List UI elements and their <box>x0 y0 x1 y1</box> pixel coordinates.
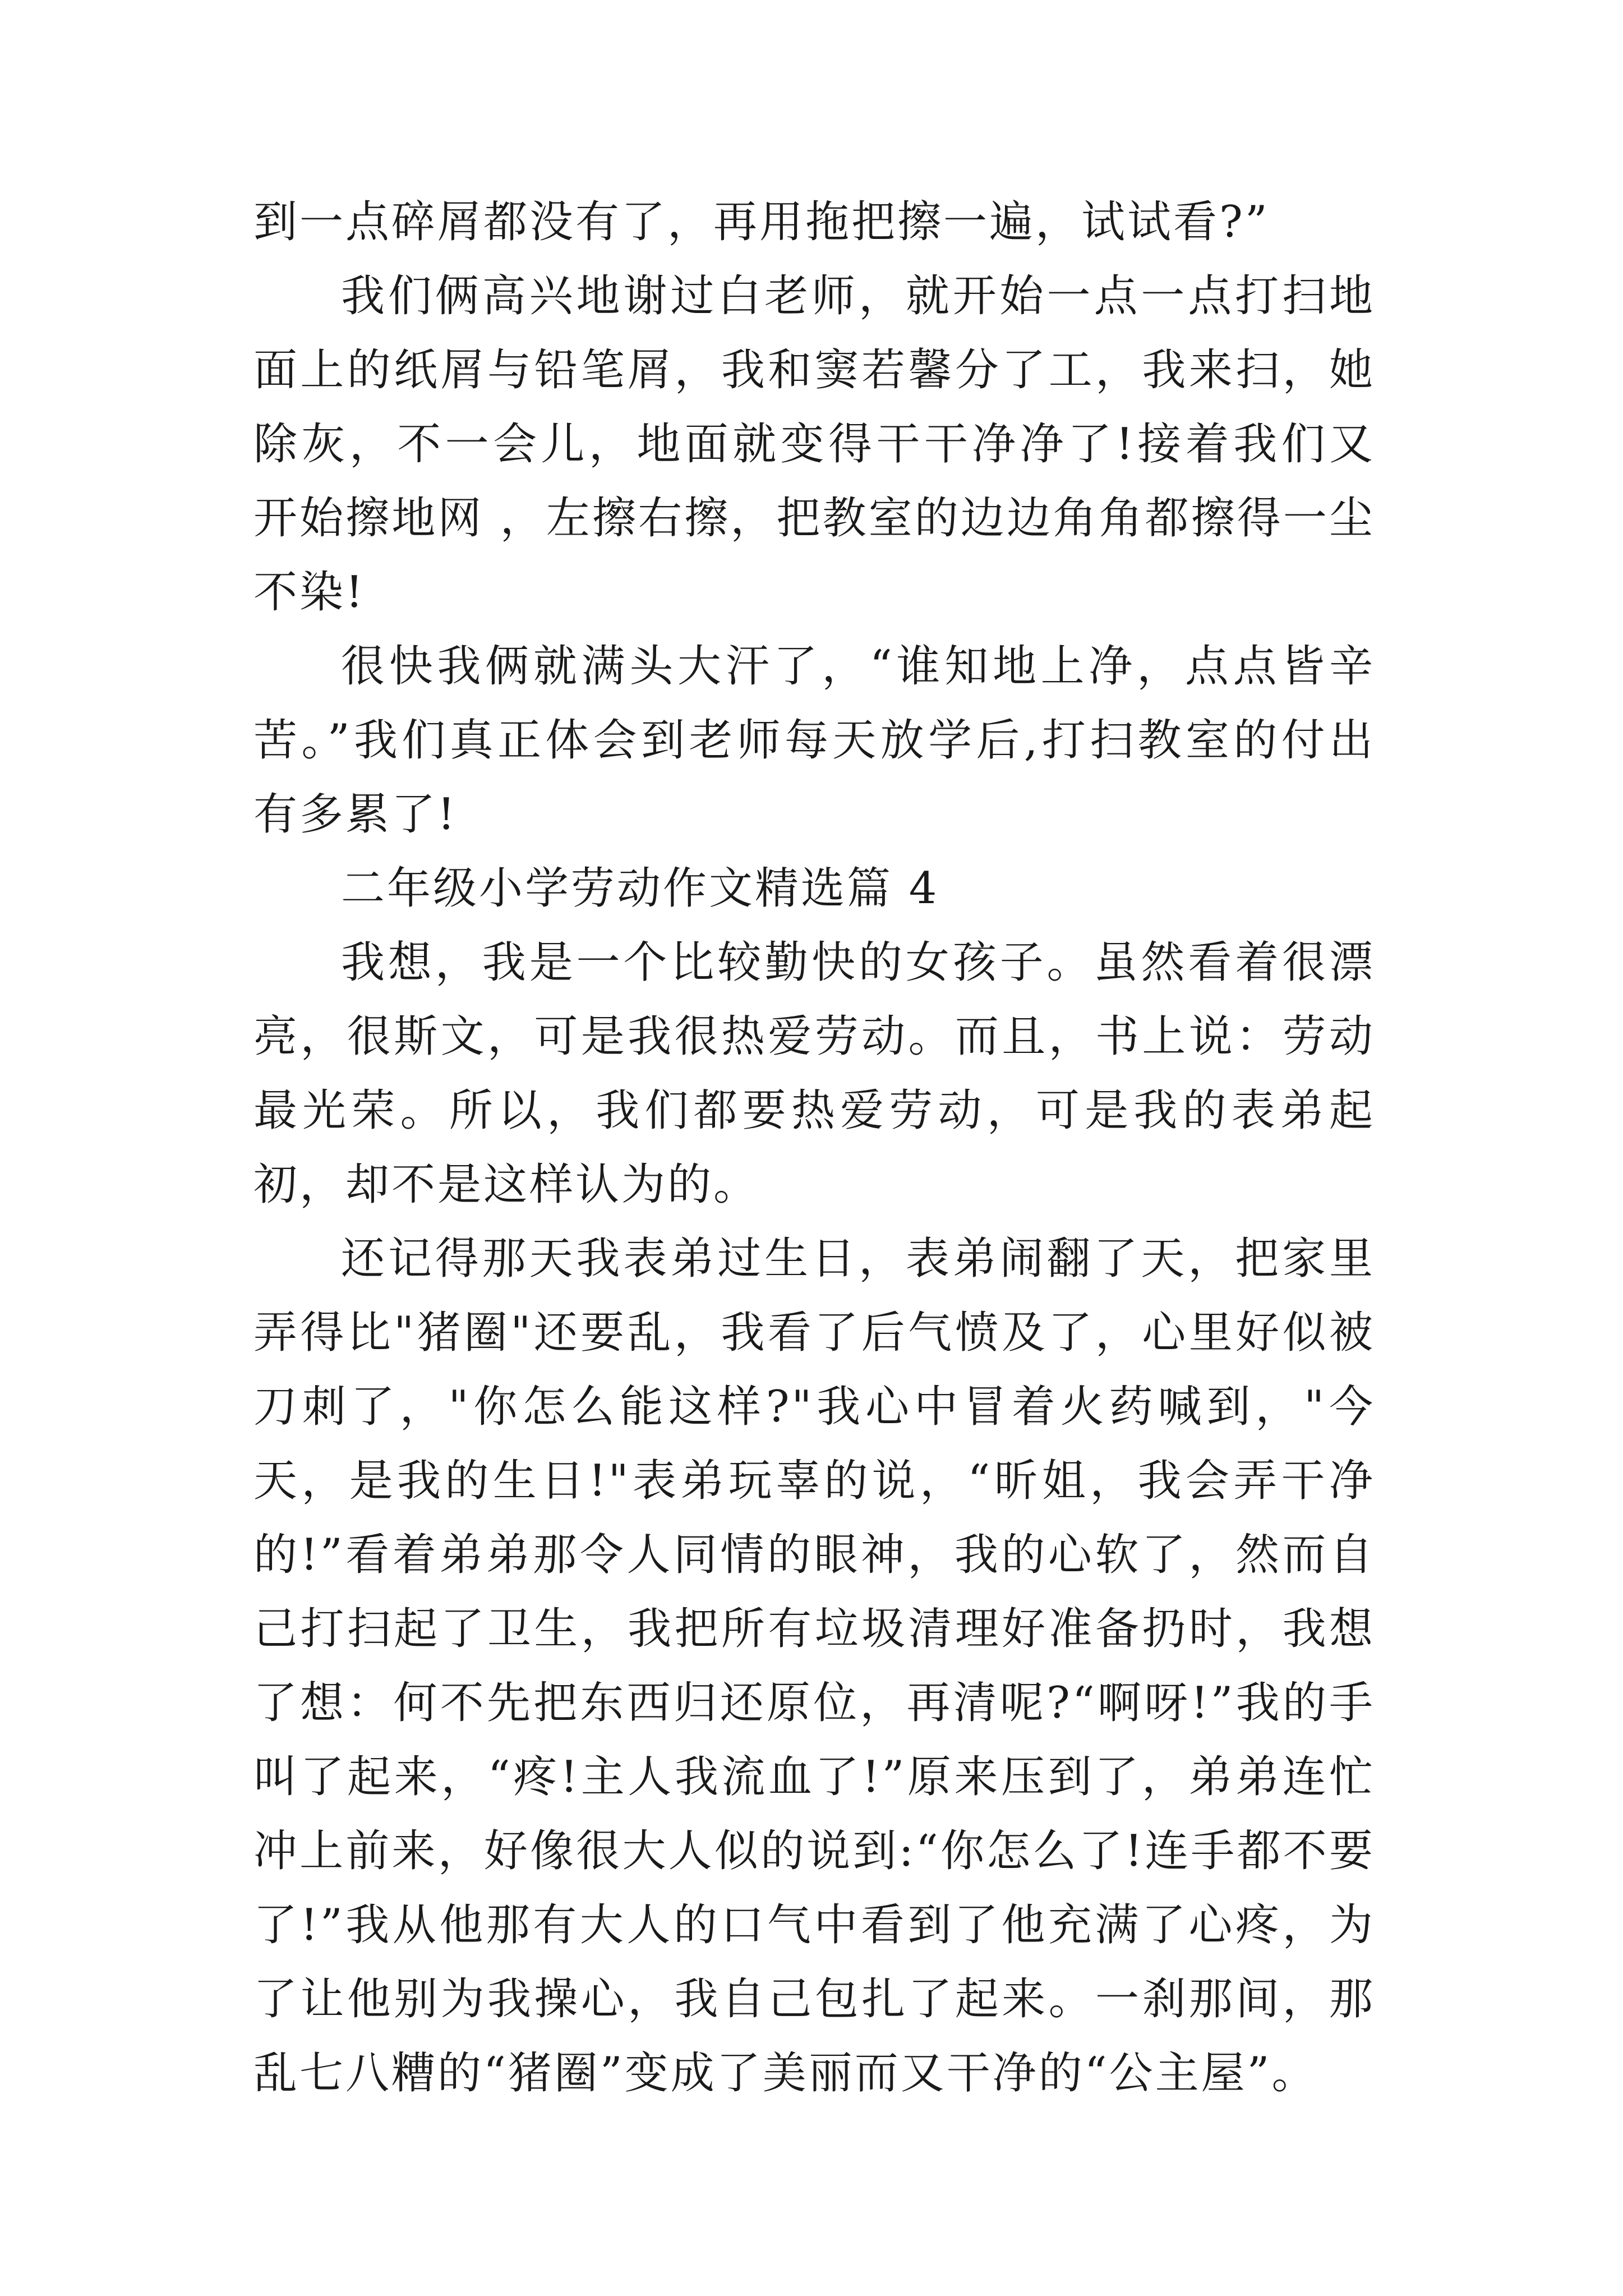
paragraph-2: 我们俩高兴地谢过白老师，就开始一点一点打扫地面上的纸屑与铅笔屑，我和窦若馨分了工，我来扫，她除灰，不一会儿，地面就变得干干净净了!接着我们又开始擦地网 ，左擦右擦，把教室的边边角角都擦得一尘不染! <box>253 271 1375 618</box>
paragraph-5: 还记得那天我表弟过生日，表弟闹翻了天，把家里弄得比"猪圈"还要乱，我看了后气愤及了，心里好似被刀刺了，"你怎么能这样?"我心中冒着火药喊到，"今天，是我的生日!"表弟玩辜的说，“昕姐，我会弄干净的!”看着弟弟那令人同情的眼神，我的心软了，然而自己打扫起了卫生，我把所有垃圾清理好准备扔时，我想了想：何不先把东西归还原位，再清呢?“啊呀!”我的手叫了起来，“疼!主人我流血了!”原来压到了，弟弟连忙冲上前来，好像很大人似的说到:“你怎么了!连手都不要了!”我从他那有大人的口气中看到了他充满了心疼，为了让他别为我操心，我自己包扎了起来。一刹那间，那乱七八糟的“猪圈”变成了美丽而又干净的“公主屋”。 <box>253 1234 1375 2099</box>
paragraph-4: 我想，我是一个比较勤快的女孩子。虽然看着很漂亮，很斯文，可是我很热爱劳动。而且，书上说：劳动最光荣。所以，我们都要热爱劳动，可是我的表弟起初，却不是这样认为的。 <box>253 937 1375 1210</box>
document-body <box>253 185 1375 2110</box>
section-heading: 二年级小学劳动作文精选篇 4 <box>341 863 939 914</box>
paragraph-1: 到一点碎屑都没有了，再用拖把擦一遍，试试看?” <box>253 197 1270 247</box>
paragraph-3: 很快我俩就满头大汗了，“谁知地上净，点点皆辛苦。”我们真正体会到老师每天放学后,打扫教室的付出有多累了! <box>253 641 1375 840</box>
